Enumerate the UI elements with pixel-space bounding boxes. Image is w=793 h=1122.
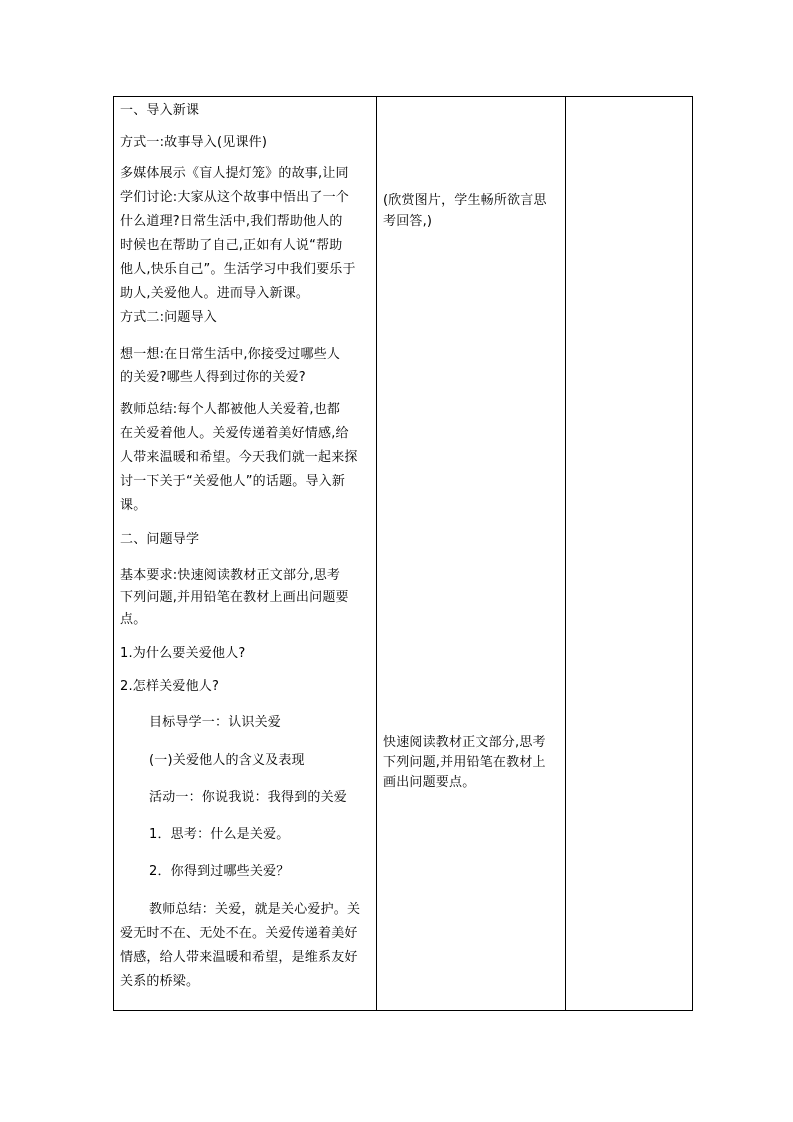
story-line: 多媒体展示《盲人提灯笼》的故事,让同 <box>120 166 349 181</box>
teacher-summary2-line: 教师总结：关爱，就是关心爱护。关 <box>149 902 361 917</box>
teacher-summary2-line: 关系的桥梁。 <box>120 974 200 989</box>
lesson-table <box>113 96 693 1011</box>
goal-heading: 目标导学一：认识关爱 <box>149 715 282 730</box>
story-line: 他人,快乐自己”。生活学习中我们要乐于 <box>120 262 356 277</box>
student-note-line: 考回答,) <box>383 214 433 229</box>
teacher-summary-line: 人带来温暖和希望。今天我们就一起来探 <box>120 450 358 465</box>
student-note-line: 下列问题,并用铅笔在教材上 <box>383 755 546 770</box>
basic-requirement-line: 基本要求:快速阅读教材正文部分,思考 <box>120 568 341 583</box>
column-divider <box>565 97 566 1010</box>
student-note-line: 画出问题要点。 <box>383 775 476 790</box>
section-heading-intro: 一、导入新课 <box>120 103 200 118</box>
activity-item: 2．你得到过哪些关爱？ <box>149 864 290 879</box>
teacher-summary-line: 在关爱着他人。关爱传递着美好情感,给 <box>120 426 349 441</box>
think-line: 想一想:在日常生活中,你接受过哪些人 <box>120 347 341 362</box>
student-note-line: (欣赏图片，学生畅所欲言思 <box>383 193 547 208</box>
student-note-line: 快速阅读教材正文部分,思考 <box>383 735 546 750</box>
basic-requirement-line: 下列问题,并用铅笔在教材上画出问题要 <box>120 590 349 605</box>
think-line: 的关爱?哪些人得到过你的关爱? <box>120 370 306 385</box>
column-divider <box>376 97 377 1010</box>
teacher-summary-line: 课。 <box>120 498 147 513</box>
activity-item: 1．思考：什么是关爱。 <box>149 827 290 842</box>
teacher-summary-line: 讨一下关于“关爱他人”的话题。导入新 <box>120 474 346 489</box>
method-two-label: 方式二:问题导入 <box>120 310 217 325</box>
story-line: 学们讨论:大家从这个故事中悟出了一个 <box>120 190 349 205</box>
teacher-summary-line: 教师总结:每个人都被他人关爱着,也都 <box>120 402 341 417</box>
activity-heading: 活动一：你说我说：我得到的关爱 <box>149 790 348 805</box>
teacher-summary2-line: 情感，给人带来温暖和希望，是维系友好 <box>120 950 358 965</box>
story-line: 助人,关爱他人。进而导入新课。 <box>120 286 310 301</box>
question-one: 1.为什么要关爱他人? <box>120 646 246 661</box>
basic-requirement-line: 点。 <box>120 612 147 627</box>
story-line: 时候也在帮助了自己,正如有人说“帮助 <box>120 238 343 253</box>
teacher-summary2-line: 爱无时不在、无处不在。关爱传递着美好 <box>120 926 358 941</box>
method-one-label: 方式一:故事导入(见课件) <box>120 135 268 150</box>
subsection-heading: (一)关爱他人的含义及表现 <box>149 753 305 768</box>
story-line: 什么道理?日常生活中,我们帮助他人的 <box>120 214 343 229</box>
question-two: 2.怎样关爱他人? <box>120 679 220 694</box>
section-heading-guide: 二、问题导学 <box>120 532 200 547</box>
